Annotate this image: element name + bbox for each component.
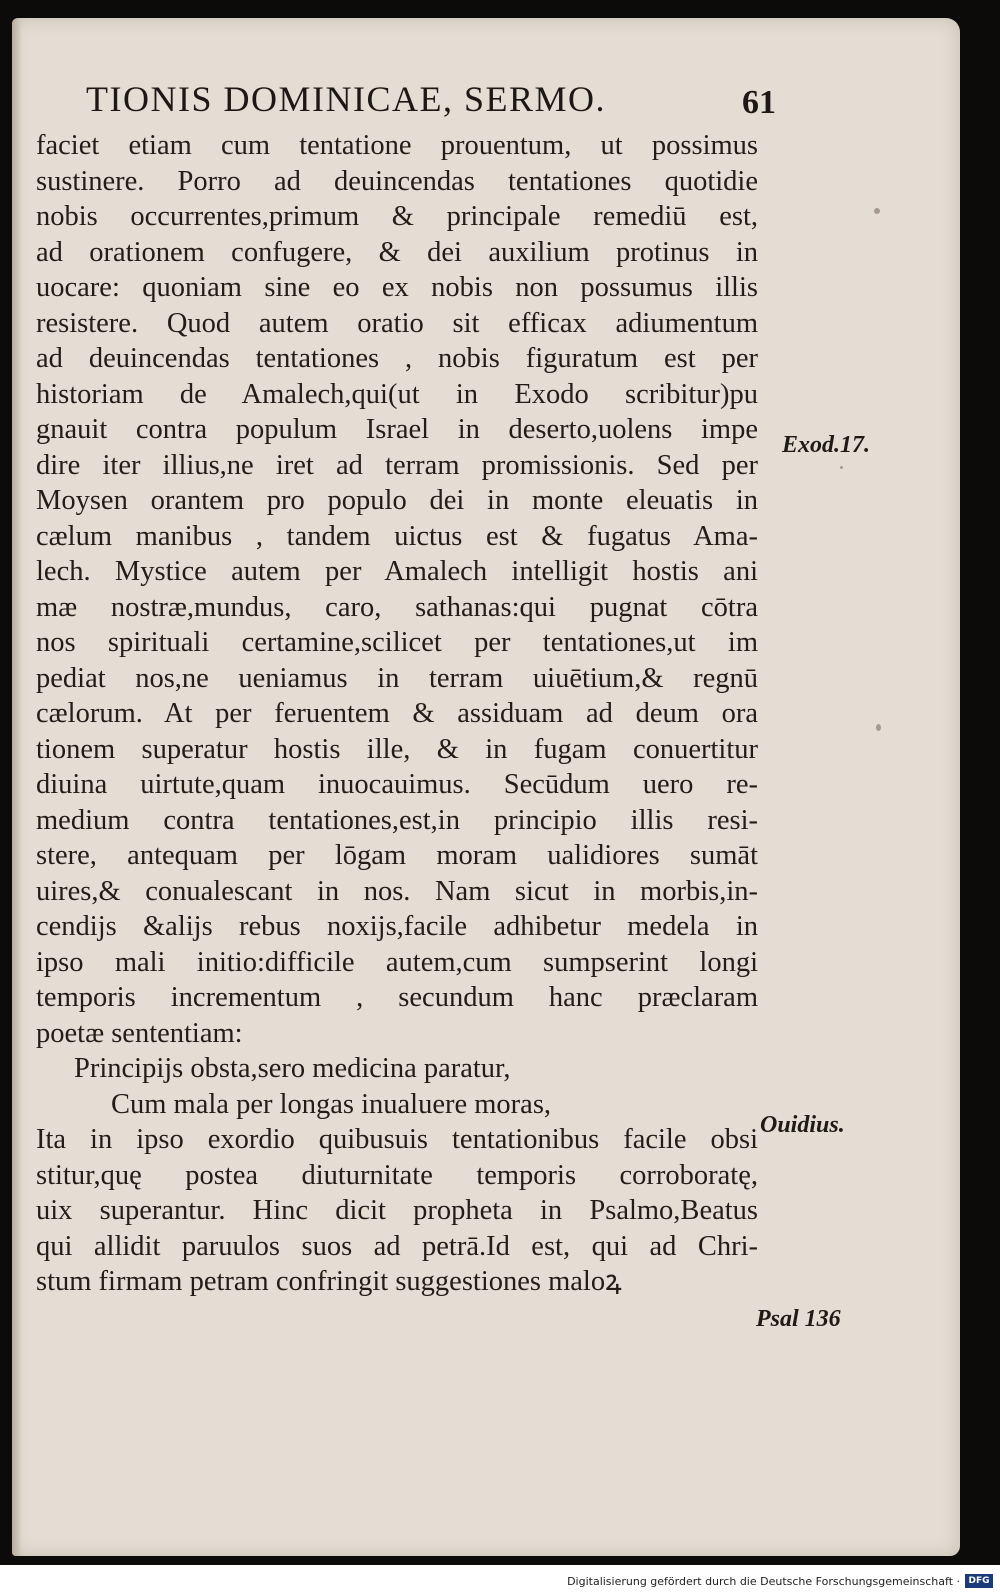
- text-line: nobis occurrentes,primum & principale remediū est,: [36, 201, 758, 232]
- digitization-credit: Digitalisierung gefördert durch die Deutsche Forschungsgemeinschaft ·: [567, 1575, 960, 1588]
- text-line: uix superantur. Hinc dicit propheta in Psalmo,Beatus: [36, 1195, 758, 1226]
- text-line: cælum manibus , tandem uictus est & fugatus Ama-: [36, 520, 758, 552]
- dfg-logo: DFG: [965, 1574, 993, 1588]
- text-line: stere, antequam per lōgam moram ualidiores sumāt: [36, 840, 758, 871]
- text-line: uires,& conualescant in nos. Nam sicut in morbis,in-: [36, 875, 758, 907]
- marginal-note-ovid: Ouidius.: [760, 1112, 845, 1138]
- text-line: dire iter illius,ne iret ad terram promissionis. Sed per: [36, 449, 758, 481]
- text-line: resistere. Quod autem oratio sit efficax adiumentum: [36, 307, 758, 339]
- text-line: temporis incrementum , secundum hanc præclaram: [36, 982, 758, 1013]
- text-line: nos spirituali certamine,scilicet per tentationes,ut im: [36, 627, 758, 658]
- text-line: ipso mali initio:difficile autem,cum sumpserint longi: [36, 946, 758, 978]
- body-text: [36, 128, 776, 1300]
- text-line: stitur,quę postea diuturnitate temporis corroboratę,: [36, 1159, 758, 1191]
- text-line: Ita in ipso exordio quibusuis tentationibus facile obsi: [36, 1124, 758, 1155]
- text-line: uocare: quoniam sine eo ex nobis non possumus illis: [36, 272, 758, 303]
- text-line: cælorum. At per feruentem & assiduam ad deum ora: [36, 698, 758, 729]
- verse-line: Cum mala per longas inualuere moras,: [111, 1088, 552, 1120]
- text-line: qui allidit paruulos suos ad petrā.Id est, qui ad Chri-: [36, 1230, 758, 1262]
- body-paragraph-1: [36, 128, 776, 1051]
- verse-quotation: [36, 1051, 776, 1122]
- text-line: poetæ sententiam:: [36, 1017, 243, 1049]
- running-head: TIONIS DOMINICAE, SERMO.: [86, 79, 606, 119]
- text-line: mæ nostræ,mundus, caro, sathanas:qui pugnat cōtra: [36, 591, 758, 623]
- paper-speck: [876, 724, 881, 731]
- text-line: tionem superatur hostis ille, & in fugam conuertitur: [36, 733, 758, 765]
- text-line: ad deuincendas tentationes , nobis figuratum est per: [36, 343, 758, 374]
- text-line: Moysen orantem pro populo dei in monte eleuatis in: [36, 485, 758, 516]
- page-gutter-shadow: [12, 18, 22, 1556]
- page-number: 61: [742, 84, 776, 121]
- text-line: diuina uirtute,quam inuocauimus. Secūdum uero re-: [36, 769, 758, 800]
- paper-speck: [840, 466, 843, 469]
- text-line: pediat nos,ne ueniamus in terram uiuētium,& regnū: [36, 662, 758, 694]
- text-line: medium contra tentationes,est,in principio illis resi-: [36, 804, 758, 836]
- text-line: faciet etiam cum tentatione prouentum, ut possimus: [36, 130, 758, 161]
- text-line: stum firmam petram confringit suggestiones maloꝝ: [36, 1266, 622, 1297]
- text-line: sustinere. Porro ad deuincendas tentationes quotidie: [36, 165, 758, 197]
- text-line: ad orationem confugere, & dei auxilium protinus in: [36, 236, 758, 268]
- marginal-note-psalm: Psal 136: [756, 1306, 841, 1332]
- text-line: gnauit contra populum Israel in deserto,uolens impe: [36, 414, 758, 445]
- text-line: cendijs &alijs rebus noxijs,facile adhibetur medela in: [36, 911, 758, 942]
- verse-line: Principijs obsta,sero medicina paratur,: [74, 1053, 511, 1084]
- body-paragraph-2: [36, 1122, 776, 1300]
- paper-speck: [874, 208, 880, 214]
- text-line: lech. Mystice autem per Amalech intelligit hostis ani: [36, 556, 758, 587]
- text-line: historiam de Amalech,qui(ut in Exodo scribitur)pu: [36, 378, 758, 410]
- marginal-note-exodus: Exod.17.: [782, 432, 871, 458]
